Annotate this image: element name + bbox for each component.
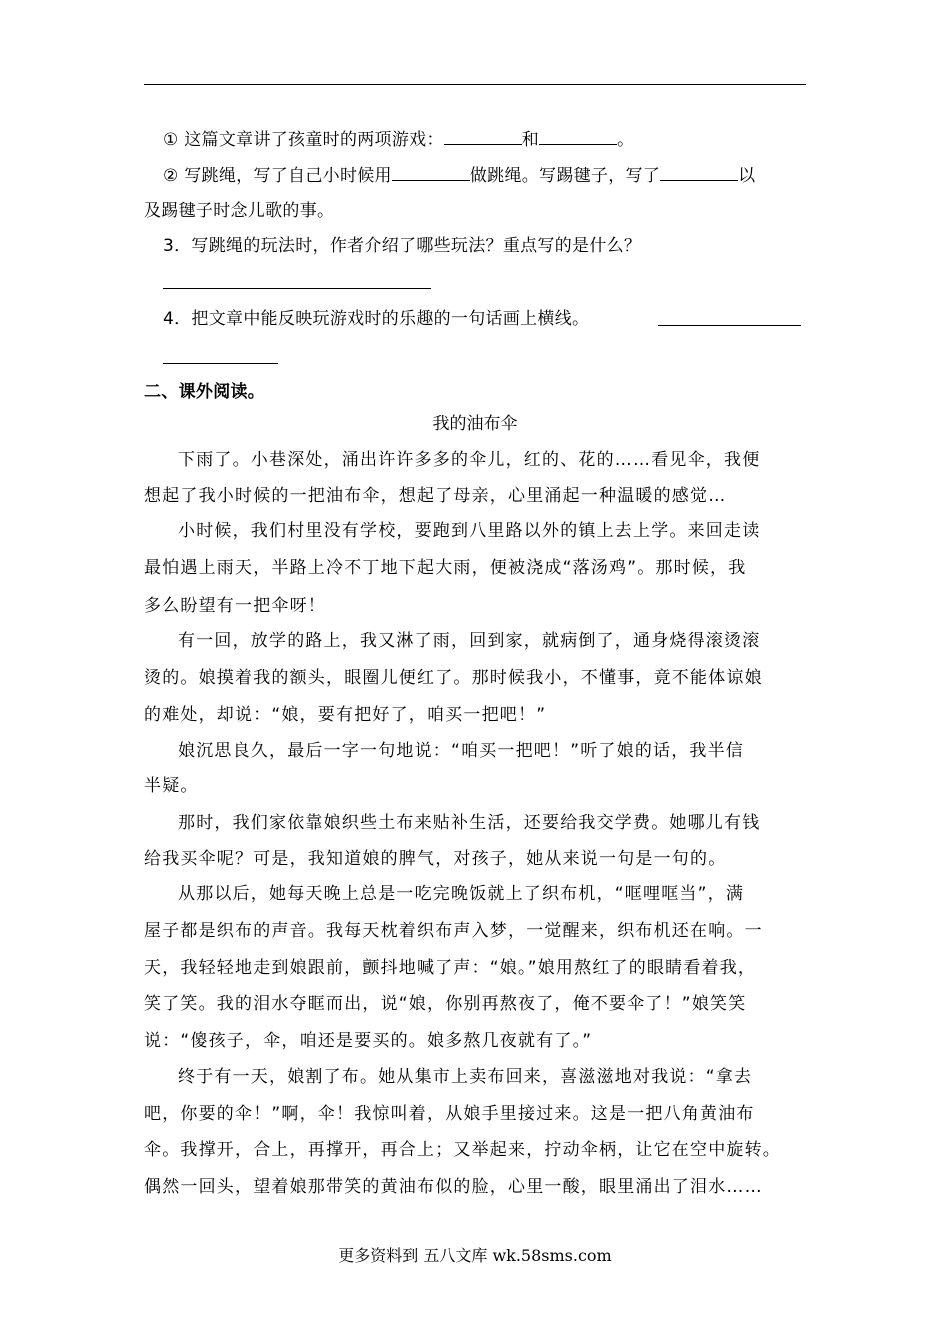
article-line: 烫的。娘摸着我的额头，眼圈儿便红了。那时候我小，不懂事，竟不能体谅娘 [144,668,763,688]
article-line: 屋子都是织布的声音。我每天枕着织布声入梦，一觉醒来，织布机还在响。一 [144,921,763,941]
article-line: 有一回，放学的路上，我又淋了雨，回到家，就病倒了，通身烧得滚烫滚 [178,631,761,651]
answer-blank[interactable] [163,270,431,289]
answer-blank[interactable] [392,162,470,181]
question-2-continued: 及踢毽子时念儿歌的事。 [144,201,335,221]
article-line: 下雨了。小巷深处，涌出许许多多的伞儿，红的、花的……看见伞，我便 [178,450,761,470]
question-2-mid: 做跳绳。写踢毽子，写了 [469,166,661,186]
article-line: 的难处，却说：“娘，要有把好了，咱买一把吧！” [144,705,547,725]
article-line: 笑了笑。我的泪水夺眶而出，说“娘，你别再熬夜了，俺不要伞了！”娘笑笑 [144,994,747,1014]
question-1-and: 和 [521,130,540,150]
article-line: 最怕遇上雨天，半路上冷不丁地下起大雨，便被浇成“落汤鸡”。那时候，我 [144,558,747,578]
article-line: 偶然一回头，望着娘那带笑的黄油布似的脸，心里一酸，眼里涌出了泪水…… [144,1177,763,1197]
article-line: 小时候，我们村里没有学校，要跑到八里路以外的镇上去上学。来回走读 [178,521,761,541]
question-3: 3．写跳绳的玩法时，作者介绍了哪些玩法？重点写的是什么？ [163,236,642,256]
article-line: 从那以后，她每天晚上总是一吃完晚饭就上了织布机，“哐哩哐当”，满 [178,884,745,904]
article-title: 我的油布伞 [432,414,518,434]
question-4-answer-continued [163,345,278,371]
answer-blank[interactable] [444,126,522,145]
answer-blank[interactable] [660,162,738,181]
article-line: 吧，你要的伞！”啊，伞！我惊叫着，从娘手里接过来。这是一把八角黄油布 [144,1104,755,1124]
question-2-text: ② 写跳绳，写了自己小时候用 [163,166,392,186]
article-line: 给我买伞呢？可是，我知道娘的脾气，对孩子，她从来说一句是一句的。 [144,849,727,869]
article-line: 天，我轻轻地走到娘跟前，颤抖地喊了声：“娘。”娘用熬红了的眼睛看着我， [144,958,757,978]
question-1-text: ① 这篇文章讲了孩童时的两项游戏： [163,130,444,150]
footer-text: 更多资料到 五八文库 wk.58sms.com [338,1246,612,1265]
article-line: 那时，我们家依靠娘织些土布来贴补生活，还要给我交学费。她哪儿有钱 [178,813,761,833]
header-rule [144,84,806,85]
question-2-end: 以 [738,166,756,186]
article-line: 说：“傻孩子，伞，咱还是要买的。娘多熬几夜就有了。” [144,1031,593,1051]
answer-blank[interactable] [539,126,617,145]
article-line: 伞。我撑开，合上，再撑开，再合上；又举起来，拧动伞柄，让它在空中旋转。 [144,1140,781,1160]
question-4-answer [658,307,801,333]
question-3-answer [163,270,431,296]
section-heading: 二、课外阅读。 [144,382,266,402]
article-line: 多么盼望有一把伞呀！ [144,596,326,616]
question-1-end: 。 [617,130,635,150]
article-line: 想起了我小时候的一把油布伞，想起了母亲，心里涌起一种温暖的感觉… [144,486,727,506]
question-1 [163,126,634,152]
article-line: 终于有一天，娘割了布。她从集市上卖布回来，喜滋滋地对我说：“拿去 [178,1067,753,1087]
question-4: 4．把文章中能反映玩游戏时的乐趣的一句话画上横线。 [163,309,590,329]
answer-blank[interactable] [658,307,801,326]
article-line: 半疑。 [144,776,199,796]
question-2 [163,162,755,188]
article-line: 娘沉思良久，最后一字一句地说：“咱买一把吧！”听了娘的话，我半信 [178,741,745,761]
answer-blank[interactable] [163,345,278,364]
